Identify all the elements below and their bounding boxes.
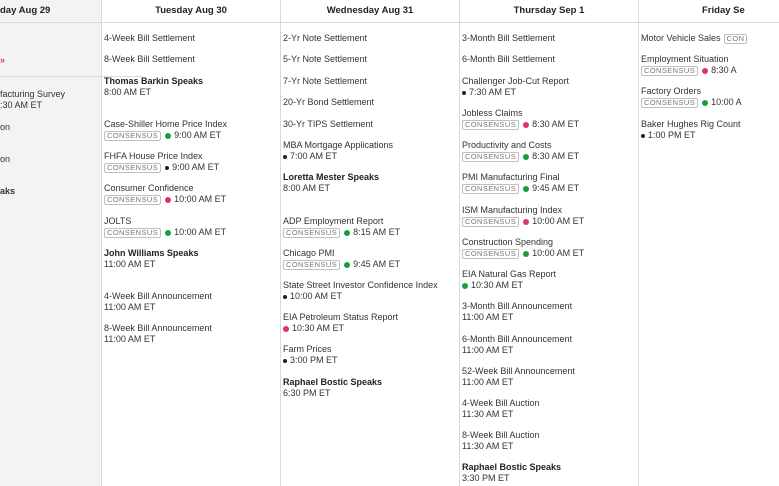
event-name[interactable]: 52-Week Bill Announcement — [462, 366, 575, 376]
event-time: 9:45 AM ET — [532, 183, 580, 193]
consensus-badge[interactable]: CONSENSUS — [641, 98, 698, 108]
event-item[interactable] — [462, 237, 584, 259]
column-header: day Aug 29 — [0, 0, 101, 23]
event-name[interactable]: 7-Yr Note Settlement — [283, 76, 368, 86]
event-item[interactable] — [283, 280, 438, 302]
event-name[interactable]: Loretta Mester Speaks — [283, 172, 380, 182]
impact-dot-icon — [523, 186, 529, 192]
event-item[interactable] — [462, 430, 539, 452]
event-time: 11:30 AM ET — [462, 409, 514, 419]
event-name[interactable]: 6-Month Bill Announcement — [462, 334, 573, 344]
event-time: 11:00 AM ET — [104, 334, 156, 344]
event-time: 11:00 AM ET — [104, 259, 156, 269]
event-time: 10:30 AM ET — [292, 323, 345, 333]
event-time: 11:00 AM ET — [104, 302, 156, 312]
event-item[interactable] — [283, 377, 382, 399]
event-item[interactable] — [104, 291, 212, 313]
consensus-badge[interactable]: CONSENSUS — [104, 195, 161, 205]
event-item[interactable] — [104, 33, 195, 44]
event-item[interactable] — [462, 140, 579, 162]
column-wednesday — [281, 0, 460, 486]
consensus-badge[interactable]: CONSENSUS — [462, 184, 519, 194]
event-name[interactable]: ADP Employment Report — [283, 216, 384, 226]
event-name[interactable]: Raphael Bostic Speaks — [462, 462, 562, 472]
event-time: 3:00 PM ET — [290, 355, 338, 365]
event-name[interactable]: Consumer Confidence — [104, 183, 194, 193]
impact-dot-icon — [165, 230, 171, 236]
impact-dot-icon — [344, 230, 350, 236]
event-name[interactable]: Farm Prices — [283, 344, 332, 354]
event-time: 10:00 AM ET — [174, 227, 227, 237]
event-time: 8:00 AM ET — [104, 87, 152, 97]
event-time: 8:00 AM ET — [283, 183, 331, 193]
event-item[interactable] — [104, 248, 198, 270]
impact-dot-icon — [283, 295, 287, 299]
event-name[interactable]: 6-Month Bill Settlement — [462, 54, 556, 64]
impact-dot-icon — [523, 122, 529, 128]
column-thursday — [460, 0, 639, 486]
column-friday — [639, 0, 779, 486]
consensus-badge[interactable]: CONSENSUS — [462, 249, 519, 259]
consensus-badge[interactable]: CONSENSUS — [283, 260, 340, 270]
impact-dot-icon — [283, 155, 287, 159]
event-time: 8:30 AM ET — [532, 151, 580, 161]
event-item[interactable] — [462, 205, 584, 227]
event-time: 10:00 AM ET — [290, 291, 343, 301]
consensus-badge[interactable]: CONSENSUS — [104, 228, 161, 238]
event-time: :30 AM ET — [0, 100, 43, 110]
event-item[interactable] — [283, 312, 398, 334]
event-name[interactable]: Chicago PMI — [283, 248, 335, 258]
event-name[interactable]: Motor Vehicle Sales — [641, 33, 721, 43]
event-item[interactable] — [641, 86, 742, 108]
event-name[interactable]: Raphael Bostic Speaks — [283, 377, 383, 387]
event-time: 10:00 A — [711, 97, 742, 107]
impact-dot-icon — [641, 134, 645, 138]
event-name[interactable]: Jobless Claims — [462, 108, 523, 118]
event-item[interactable] — [283, 172, 379, 194]
event-name[interactable]: JOLTS — [104, 216, 132, 226]
event-item[interactable] — [462, 269, 556, 291]
column-header: Tuesday Aug 30 — [102, 0, 280, 23]
event-name[interactable]: on — [0, 122, 11, 132]
event-name[interactable]: Thomas Barkin Speaks — [104, 76, 204, 86]
event-item[interactable] — [462, 366, 575, 388]
event-item[interactable] — [283, 248, 400, 270]
event-item[interactable] — [104, 183, 226, 205]
event-time: 10:00 AM ET — [174, 194, 227, 204]
event-name[interactable]: Case-Shiller Home Price Index — [104, 119, 228, 129]
event-time: 7:00 AM ET — [290, 151, 338, 161]
event-item[interactable] — [104, 119, 227, 141]
event-item[interactable] — [462, 462, 561, 484]
consensus-badge[interactable]: CONSENSUS — [462, 217, 519, 227]
event-time: 11:00 AM ET — [462, 345, 514, 355]
event-time: 10:00 AM ET — [532, 216, 585, 226]
event-name[interactable]: 4-Week Bill Settlement — [104, 33, 195, 43]
impact-dot-icon — [165, 166, 169, 170]
event-item[interactable] — [283, 344, 338, 366]
more-arrow[interactable]: » — [0, 55, 6, 65]
event-name[interactable]: 4-Week Bill Auction — [462, 398, 540, 408]
event-item[interactable] — [462, 108, 579, 130]
event-name[interactable]: John Williams Speaks — [104, 248, 199, 258]
event-item[interactable] — [283, 33, 367, 44]
event-item[interactable] — [462, 76, 569, 98]
event-time: 9:00 AM ET — [174, 130, 222, 140]
event-name[interactable]: 4-Week Bill Announcement — [104, 291, 212, 301]
impact-dot-icon — [283, 359, 287, 363]
event-item[interactable] — [283, 97, 374, 108]
event-item[interactable] — [462, 398, 539, 420]
event-item[interactable] — [462, 33, 555, 44]
impact-dot-icon — [462, 91, 466, 95]
column-monday — [0, 0, 102, 486]
consensus-badge[interactable]: CONSENSUS — [462, 152, 519, 162]
event-time: 10:30 AM ET — [471, 280, 524, 290]
event-name[interactable]: Baker Hughes Rig Count — [641, 119, 741, 129]
event-time: 6:30 PM ET — [283, 388, 331, 398]
consensus-badge[interactable]: CON — [724, 34, 748, 44]
event-time: 11:00 AM ET — [462, 377, 514, 387]
event-name[interactable]: MBA Mortgage Applications — [283, 140, 394, 150]
event-item[interactable] — [641, 54, 737, 76]
event-name[interactable]: 3-Month Bill Announcement — [462, 301, 573, 311]
column-header: Wednesday Aug 31 — [281, 0, 459, 23]
event-time: 8:15 AM ET — [353, 227, 401, 237]
event-time: 8:30 AM ET — [532, 119, 580, 129]
event-name[interactable]: PMI Manufacturing Final — [462, 172, 560, 182]
event-item[interactable] — [104, 323, 212, 345]
event-name[interactable]: 2-Yr Note Settlement — [283, 33, 368, 43]
event-name[interactable]: Challenger Job-Cut Report — [462, 76, 570, 86]
event-item[interactable] — [462, 172, 579, 194]
event-time: 8:30 A — [711, 65, 737, 75]
event-name[interactable]: EIA Natural Gas Report — [462, 269, 557, 279]
event-name[interactable]: 30-Yr TIPS Settlement — [283, 119, 373, 129]
event-item[interactable] — [641, 119, 741, 141]
impact-dot-icon — [165, 197, 171, 203]
event-name[interactable]: facturing Survey — [0, 89, 66, 99]
consensus-badge[interactable]: CONSENSUS — [104, 131, 161, 141]
event-name[interactable]: Factory Orders — [641, 86, 702, 96]
column-header: Friday Se — [639, 0, 779, 23]
impact-dot-icon — [462, 283, 468, 289]
event-time: 11:00 AM ET — [462, 312, 514, 322]
event-time: 9:00 AM ET — [172, 162, 220, 172]
event-time: 1:00 PM ET — [648, 130, 696, 140]
event-item[interactable] — [283, 216, 400, 238]
event-name[interactable]: 8-Week Bill Announcement — [104, 323, 212, 333]
impact-dot-icon — [702, 100, 708, 106]
consensus-badge[interactable]: CONSENSUS — [104, 163, 161, 173]
impact-dot-icon — [523, 251, 529, 257]
event-name[interactable]: 8-Week Bill Settlement — [104, 54, 195, 64]
event-item[interactable] — [462, 54, 555, 65]
impact-dot-icon — [283, 326, 289, 332]
event-name[interactable]: aks — [0, 186, 16, 196]
event-item[interactable] — [283, 76, 367, 87]
impact-dot-icon — [702, 68, 708, 74]
event-item[interactable] — [283, 54, 367, 65]
event-item[interactable] — [104, 216, 226, 238]
column-tuesday — [102, 0, 281, 486]
event-item[interactable] — [641, 33, 748, 44]
event-name[interactable]: State Street Investor Confidence Index — [283, 280, 438, 290]
impact-dot-icon — [523, 219, 529, 225]
event-name[interactable]: Employment Situation — [641, 54, 729, 64]
impact-dot-icon — [523, 154, 529, 160]
event-time: 9:45 AM ET — [353, 259, 401, 269]
event-time: 7:30 AM ET — [469, 87, 517, 97]
event-item[interactable] — [462, 301, 572, 323]
column-header: Thursday Sep 1 — [460, 0, 638, 23]
consensus-badge[interactable]: CONSENSUS — [641, 66, 698, 76]
impact-dot-icon — [165, 133, 171, 139]
consensus-badge[interactable]: CONSENSUS — [462, 120, 519, 130]
event-name[interactable]: 8-Week Bill Auction — [462, 430, 540, 440]
event-time: 11:30 AM ET — [462, 441, 514, 451]
event-item[interactable] — [104, 151, 219, 173]
event-time: 3:30 PM ET — [462, 473, 510, 483]
event-name[interactable]: 20-Yr Bond Settlement — [283, 97, 375, 107]
event-item[interactable] — [462, 334, 572, 356]
event-name[interactable]: FHFA House Price Index — [104, 151, 203, 161]
event-time: 10:00 AM ET — [532, 248, 585, 258]
event-name[interactable]: 5-Yr Note Settlement — [283, 54, 368, 64]
event-item[interactable] — [283, 119, 373, 130]
event-item[interactable] — [104, 54, 195, 65]
impact-dot-icon — [344, 262, 350, 268]
event-item[interactable] — [104, 76, 203, 98]
event-name[interactable]: EIA Petroleum Status Report — [283, 312, 399, 322]
event-name[interactable]: Productivity and Costs — [462, 140, 552, 150]
event-name[interactable]: ISM Manufacturing Index — [462, 205, 563, 215]
event-name[interactable]: Construction Spending — [462, 237, 554, 247]
consensus-badge[interactable]: CONSENSUS — [283, 228, 340, 238]
event-name[interactable]: 3-Month Bill Settlement — [462, 33, 556, 43]
event-name[interactable]: on — [0, 154, 11, 164]
event-item[interactable] — [283, 140, 393, 162]
